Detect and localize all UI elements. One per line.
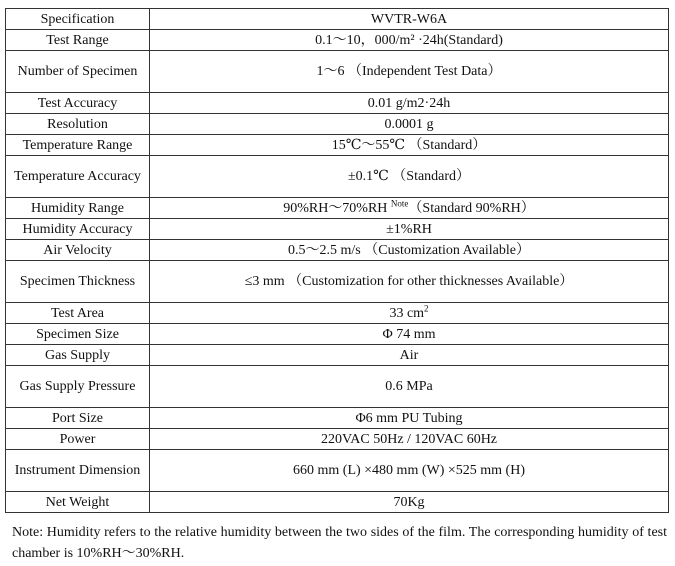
param-cell: Test Accuracy (6, 93, 150, 114)
param-cell: Number of Specimen (6, 51, 150, 93)
param-cell: Net Weight (6, 492, 150, 513)
param-cell: Humidity Range (6, 198, 150, 219)
row-test-area (6, 303, 669, 324)
row-specimen-size (6, 324, 669, 345)
row-temperature-accuracy (6, 156, 669, 198)
value-cell: 220VAC 50Hz / 120VAC 60Hz (150, 429, 669, 450)
footnote: Note: Humidity refers to the relative humidity between the two sides of the film. The corresponding humidity of test chamber is 10%RH～30%RH. (12, 525, 667, 561)
value-cell: 660 mm (L) ×480 mm (W) ×525 mm (H) (150, 450, 669, 492)
param-cell: Specimen Size (6, 324, 150, 345)
value-cell: ≤3 mm （Customization for other thicknesses Available） (150, 261, 669, 303)
value-cell: 0.01 g/m2·24h (150, 93, 669, 114)
value-cell (150, 303, 669, 324)
value-cell: 15℃～55℃ （Standard） (150, 135, 669, 156)
value-text: 90%RH～70%RH (283, 200, 388, 216)
value-cell (150, 198, 669, 219)
param-cell: Gas Supply Pressure (6, 366, 150, 408)
param-cell: Specimen Thickness (6, 261, 150, 303)
row-humidity-accuracy (6, 219, 669, 240)
param-cell: Gas Supply (6, 345, 150, 366)
param-cell: Instrument Dimension (6, 450, 150, 492)
param-cell: Port Size (6, 408, 150, 429)
row-number-of-specimen (6, 51, 669, 93)
row-air-velocity (6, 240, 669, 261)
row-power (6, 429, 669, 450)
row-gas-supply (6, 345, 669, 366)
row-humidity-range (6, 198, 669, 219)
param-cell: Air Velocity (6, 240, 150, 261)
param-cell: Power (6, 429, 150, 450)
value-cell: 0.5～2.5 m/s （Customization Available） (150, 240, 669, 261)
value-text: 33 cm (389, 305, 425, 321)
value-suffix: （Standard 90%RH） (408, 200, 535, 216)
value-cell: ±1%RH (150, 219, 669, 240)
value-cell: 0.6 MPa (150, 366, 669, 408)
note-marker: Note (390, 197, 409, 208)
spec-table (5, 8, 669, 513)
value-cell: 70Kg (150, 492, 669, 513)
value-cell: 0.1～10，000/m² ·24h(Standard) (150, 30, 669, 51)
param-cell: Test Range (6, 30, 150, 51)
value-cell: Air (150, 345, 669, 366)
value-cell: 1～6 （Independent Test Data） (150, 51, 669, 93)
param-cell: Temperature Accuracy (6, 156, 150, 198)
row-test-accuracy (6, 93, 669, 114)
row-instrument-dimension (6, 450, 669, 492)
superscript: 2 (424, 302, 429, 313)
row-test-range (6, 30, 669, 51)
row-resolution (6, 114, 669, 135)
value-cell: 0.0001 g (150, 114, 669, 135)
value-cell: Φ 74 mm (150, 324, 669, 345)
header-specification: Specification (6, 9, 150, 30)
row-port-size (6, 408, 669, 429)
value-cell: Φ6 mm PU Tubing (150, 408, 669, 429)
header-model: WVTR-W6A (150, 9, 669, 30)
param-cell: Temperature Range (6, 135, 150, 156)
param-cell: Resolution (6, 114, 150, 135)
row-net-weight (6, 492, 669, 513)
param-cell: Humidity Accuracy (6, 219, 150, 240)
row-temperature-range (6, 135, 669, 156)
value-cell: ±0.1℃ （Standard） (150, 156, 669, 198)
param-cell: Test Area (6, 303, 150, 324)
row-gas-supply-pressure (6, 366, 669, 408)
row-specimen-thickness (6, 261, 669, 303)
table-header-row (6, 9, 669, 30)
